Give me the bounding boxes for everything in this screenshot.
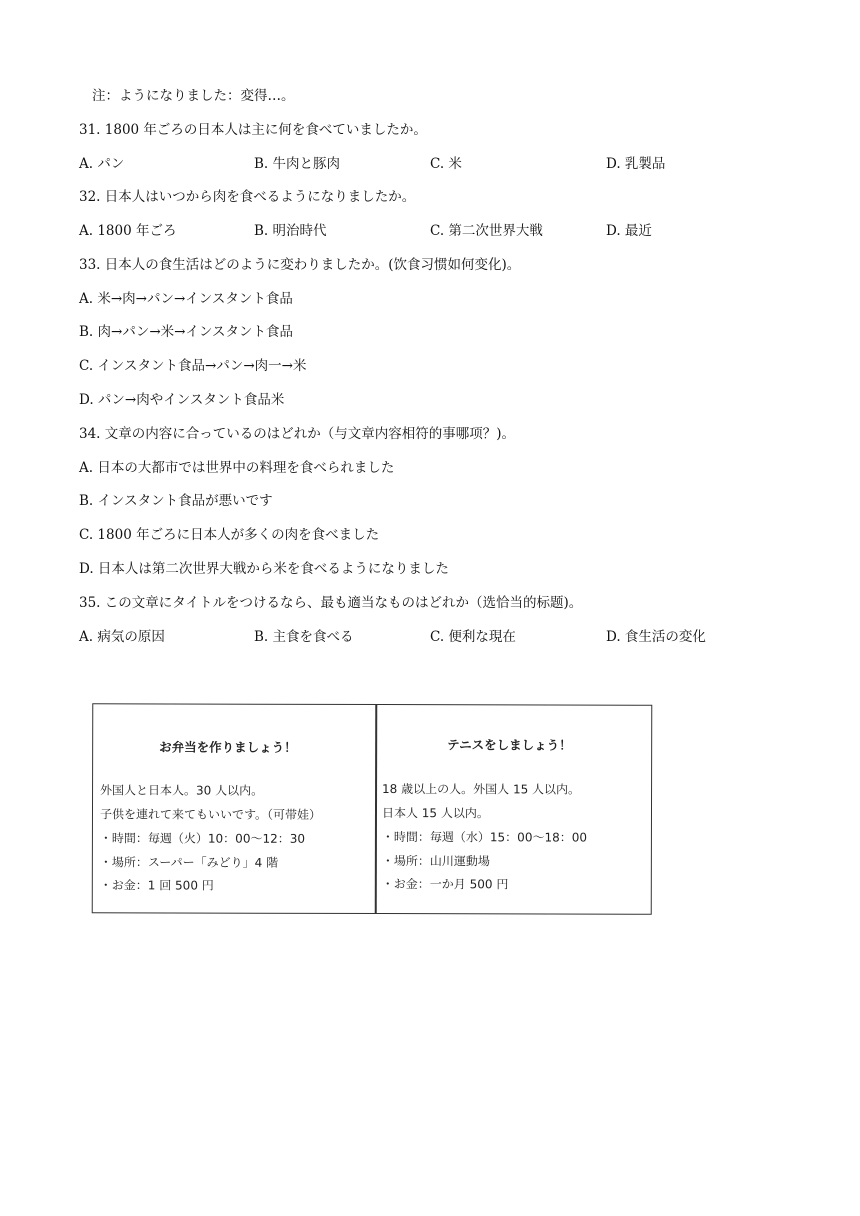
question-33-option-b: B. 肉→パン→米→インスタント食品	[79, 324, 294, 340]
question-35-option-c: C. 便利な現在	[430, 629, 516, 645]
notice-left-line: ・お金：1 回 500 円	[99, 878, 214, 893]
question-34-option-a: A. 日本の大都市では世界中の料理を食べられました	[79, 460, 395, 476]
question-34-option-d: D. 日本人は第二次世界大戦から米を食べるようになりました	[79, 561, 449, 577]
question-33-option-a: A. 米→肉→パン→インスタント食品	[79, 291, 293, 307]
question-33-stem: 33. 日本人の食生活はどのように変わりましたか。(饮食习惯如何变化)。	[79, 257, 521, 273]
notice-right-line: 18 歳以上の人。外国人 15 人以内。	[382, 782, 581, 797]
question-31-option-c: C. 米	[430, 156, 462, 172]
notice-right-line: ・時間：毎週（水）15：00〜18：00	[381, 830, 588, 845]
notice-left-title: お弁当を作りましょう！	[159, 739, 297, 755]
notice-left-column	[93, 704, 376, 913]
notice-right-line: 日本人 15 人以内。	[381, 806, 489, 821]
notice-left-line: 子供を連れて来てもいいです。（可带娃）	[99, 807, 322, 822]
question-31-option-b: B. 牛肉と豚肉	[254, 156, 341, 172]
question-32-stem: 32. 日本人はいつから肉を食べるようになりましたか。	[79, 189, 416, 205]
question-34-option-b: B. インスタント食品が悪いです	[79, 493, 273, 509]
notice-right-column	[377, 705, 654, 914]
question-32-option-b: B. 明治時代	[254, 223, 327, 239]
question-33-option-c: C. インスタント食品→パン→肉一→米	[79, 358, 307, 374]
question-35-option-d: D. 食生活の変化	[606, 629, 706, 645]
notice-board	[92, 703, 653, 914]
question-34-option-c: C. 1800 年ごろに日本人が多くの肉を食べました	[79, 527, 380, 543]
question-31-option-a: A. パン	[79, 156, 125, 172]
notice-right-title: テニスをしましょう！	[447, 737, 572, 753]
notice-right-line: ・場所：山川運動場	[381, 854, 490, 869]
note-line: 注：ようになりました：変得…。	[92, 88, 295, 104]
question-35-option-a: A. 病気の原因	[79, 629, 165, 645]
question-32-option-a: A. 1800 年ごろ	[79, 223, 177, 239]
notice-right-line: ・お金：一か月 500 円	[381, 877, 509, 892]
notice-left-line: ・時間：毎週（火）10：00〜12：30	[99, 831, 306, 846]
question-32-option-c: C. 第二次世界大戦	[430, 223, 543, 239]
question-33-option-d: D. パン→肉やインスタント食品米	[79, 392, 285, 408]
question-35-option-b: B. 主食を食べる	[254, 629, 354, 645]
question-32-option-d: D. 最近	[606, 223, 652, 239]
question-34-stem: 34. 文章の内容に合っているのはどれか（与文章内容相符的事哪项？)。	[79, 426, 516, 442]
question-35-stem: 35. この文章にタイトルをつけるなら、最も適当なものはどれか（选恰当的标题)。	[79, 595, 583, 611]
notice-left-line: 外国人と日本人。30 人以内。	[100, 783, 264, 798]
question-31-stem: 31. 1800 年ごろの日本人は主に何を食べていましたか。	[79, 122, 427, 138]
notice-left-line: ・場所：スーパー「みどり」4 階	[99, 855, 279, 870]
question-31-option-d: D. 乳製品	[606, 156, 666, 172]
